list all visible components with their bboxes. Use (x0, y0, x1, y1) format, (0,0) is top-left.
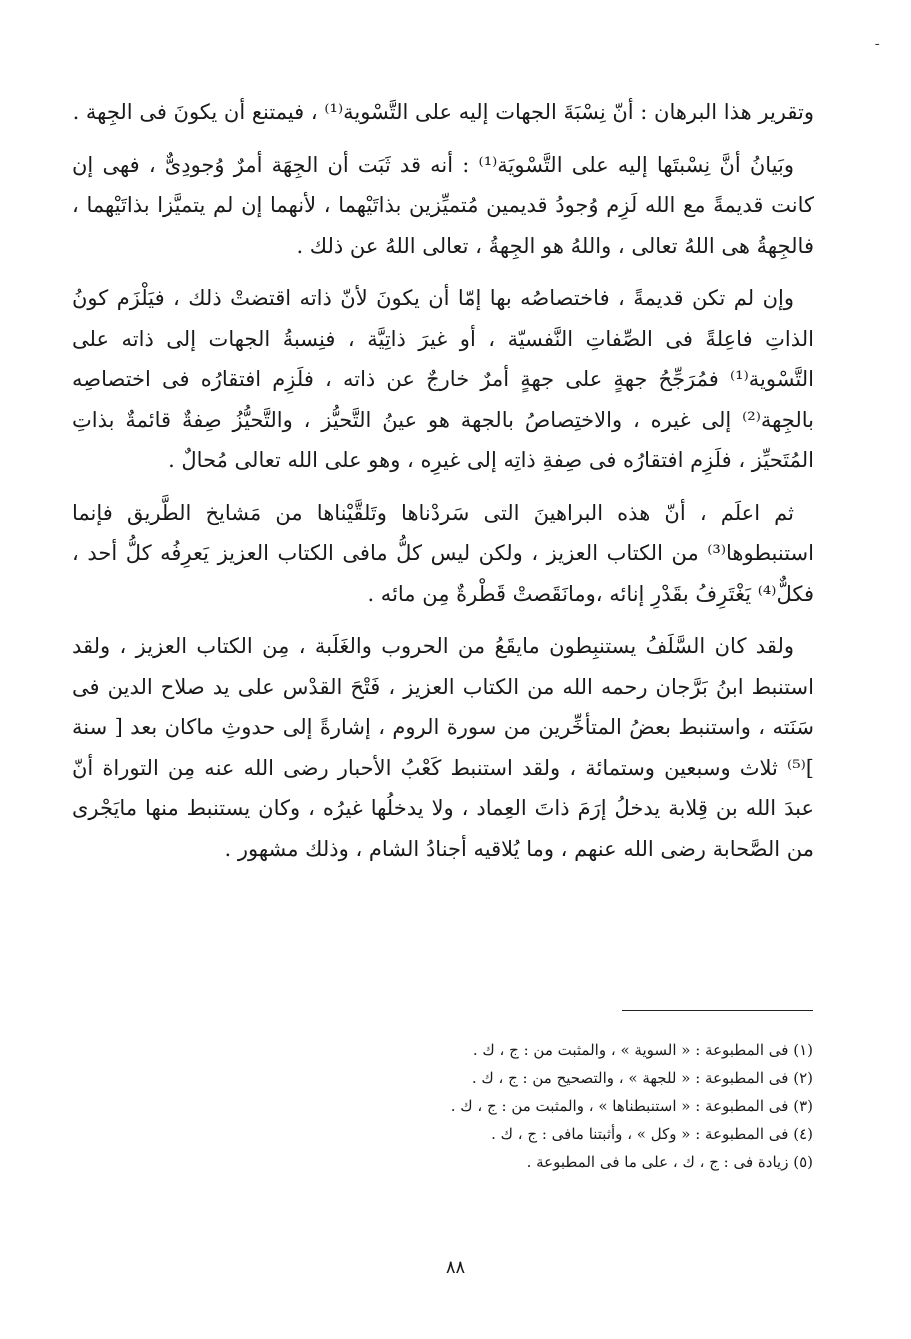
footnote-4: (٤) فى المطبوعة : « وكل » ، وأثبتنا مافى : ج ، ك . (491, 1125, 813, 1143)
corner-mark: ـ (875, 34, 879, 48)
footnote-5: (٥) زيادة فى : ج ، ك ، على ما فى المطبوعة . (526, 1153, 813, 1171)
paragraph-1: وتقرير هذا البرهان : أنّ نِسْبَةَ الجهات إليه على التَّسْوية⁽¹⁾ ، فيمتنع أن يكونَ فى الجِهة . (72, 100, 814, 124)
paragraph-2: وبَيانُ أنَّ نِسْبتَها إليه على التَّسْويَة⁽¹⁾ : أنه قد ثَبَت أن الجِهَة أمرٌ وُجودِىٌّ ، فهى إن كانت قديمةً مع الله لَزِم وُجودُ قديمين مُتميِّزين بذاتَيْهما ، لأنهما إن لم يتميَّزا بذاتَيْهما ، فالجِهةُ هى اللهُ تعالى ، واللهُ هو الجِهةُ ، تعالى اللهُ عن ذلك . (72, 152, 814, 258)
main-text (72, 92, 814, 881)
paragraph-4: ثم اعلَم ، أنّ هذه البراهينَ التى سَردْناها وتَلقَّيْناها من مَشايخ الطَّريق فإنما استنبطوها⁽³⁾ من الكتاب العزيز ، ولكن ليس كلُّ مافى الكتاب العزيز يَعرِفُه كلُّ أحد ، فكلٌّ⁽⁴⁾ يَغْتَرِفُ بقَدْرِ إنائه ،ومانَقَصتْ قَطْرةٌ مِن مائه . (72, 500, 814, 606)
paragraph-3: وإن لم تكن قديمةً ، فاختصاصُه بها إمّا أن يكونَ لأنّ ذاته اقتضتْ ذلك ، فيَلْزَم كونُ الذاتِ فاعِلةً فى الصِّفاتِ النَّفسيّة ، أو غيرَ ذاتِيَّة ، فنِسبةُ الجهات إلى ذاته على التَّسْوية⁽¹⁾ فمُرَجِّحُ جهةٍ على جهةٍ أمرٌ خارجٌ عن ذاته ، فلَزِم افتقارُه فى اختصاصِه بالجِهة⁽²⁾ إلى غيره ، والاختِصاصُ بالجهة هو عينُ التَّحيُّز ، والتَّحيُّزُ صِفةٌ قائمةٌ بذاتِ المُتَحيِّز ، فلَزِم افتقارُه فى صِفةِ ذاتِه إلى غيرِه ، وهو على الله تعالى مُحالٌ . (72, 286, 814, 472)
footnote-1: (١) فى المطبوعة : « السوية » ، والمثبت من : ج ، ك . (472, 1041, 813, 1059)
footnote-2: (٢) فى المطبوعة : « للجهة » ، والتصحيح من : ج ، ك . (471, 1069, 813, 1087)
paragraph-5: ولقد كان السَّلَفُ يستنبِطون مايقَعُ من الحروب والغَلَبة ، مِن الكتاب العزيز ، ولقد استنبط ابنُ بَرَّجان رحمه الله من الكتاب العزيز ، فَتْحَ القدْس على يد صلاح الدين فى سَنَته ، واستنبط بعضُ المتأخِّرين من سورة الروم ، إشارةً إلى حدوثِ ماكان بعد [ سنة ]⁽⁵⁾ ثلاث وسبعين وستمائة ، ولقد استنبط كَعْبُ الأحبار رضى الله عنه مِن التوراة أنّ عبدَ الله بن قِلابة يدخلُ إرَمَ ذاتَ العِماد ، ولا يدخلُها غيرُه ، وكان يستنبط منها مايَجْرى من الصَّحابة رضى الله عنهم ، وما يُلاقيه أجنادُ الشام ، وذلك مشهور . (72, 634, 814, 861)
footnote-separator (622, 1010, 813, 1011)
footnotes (300, 1036, 813, 1176)
page-number: ٨٨ (445, 1257, 466, 1278)
footnote-3: (٣) فى المطبوعة : « استنبطناها » ، والمثبت من : ج ، ك . (450, 1097, 813, 1115)
